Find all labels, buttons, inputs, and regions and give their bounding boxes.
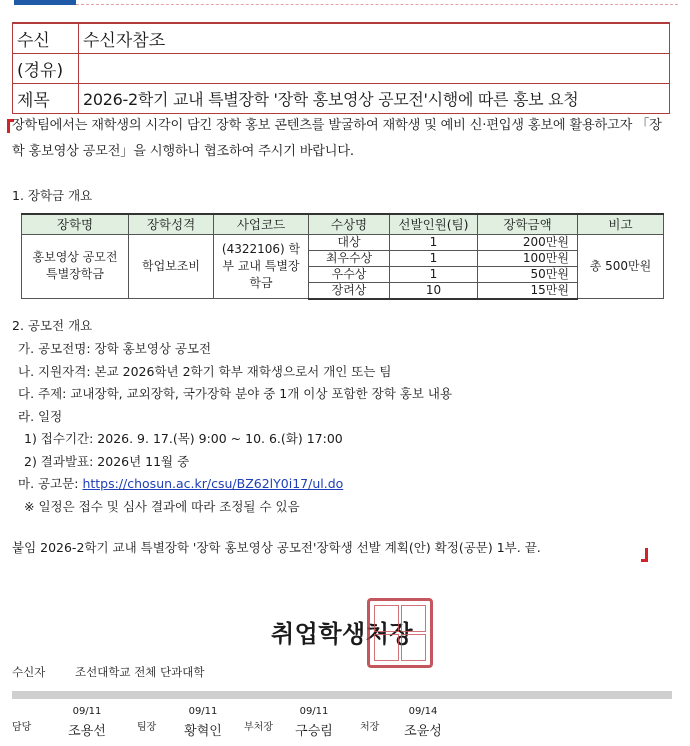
approval-name: 황혁인 <box>184 724 222 739</box>
th-count: 선발인원(팀) <box>390 214 478 234</box>
approval-date: 09/14 <box>408 706 438 717</box>
recipient-list <box>12 664 205 680</box>
approval-role: 처장 <box>360 722 380 733</box>
approval-role: 담당 <box>12 722 32 733</box>
signer-title: 취업학생처장 <box>271 620 414 648</box>
approval-name: 구승림 <box>295 724 333 739</box>
th-nature: 장학성격 <box>129 214 214 234</box>
notice-link[interactable]: https://chosun.ac.kr/csu/BZ62lY0i17/ul.do <box>82 476 344 491</box>
award-amount: 50만원 <box>478 266 578 282</box>
award-count: 1 <box>390 266 478 282</box>
header-accent-bar <box>14 0 76 5</box>
approval-date: 09/11 <box>188 706 218 717</box>
recipient-value: 수신자참조 <box>79 23 670 54</box>
approval-role: 부처장 <box>244 722 273 733</box>
recipient-label: 수신 <box>13 23 79 54</box>
header-dashed-rule <box>76 4 678 5</box>
approval-name: 조용선 <box>68 724 106 739</box>
recipient-list-value: 조선대학교 전체 단과대학 <box>75 665 205 679</box>
body-end-mark <box>641 548 648 562</box>
intro-paragraph: 장학팀에서는 재학생의 시각이 담긴 장학 홍보 콘텐츠를 발굴하여 재학생 및 예비 신·편입생 홍보에 활용하고자 「장학 홍보영상 공모전」을 시행하니 협조하여 주시기 바랍니다. <box>12 118 662 159</box>
th-award: 수상명 <box>309 214 390 234</box>
award-amount: 200만원 <box>478 234 578 250</box>
contest-theme: 다. 주제: 교내장학, 교외장학, 국가장학 분야 중 1개 이상 포함한 장학 홍보 내용 <box>18 386 453 401</box>
table-row <box>22 234 664 250</box>
approval-line <box>12 704 672 746</box>
th-amount: 장학금액 <box>478 214 578 234</box>
award-amount: 15만원 <box>478 282 578 299</box>
scholarship-name: 홍보영상 공모전 특별장학금 <box>22 234 129 299</box>
approval-date: 09/11 <box>72 706 102 717</box>
award-name: 우수상 <box>309 266 390 282</box>
project-code: (4322106) 학부 교내 특별장학금 <box>214 234 309 299</box>
official-seal-icon <box>367 598 433 668</box>
approval-name: 조윤성 <box>404 724 442 739</box>
document-header-table <box>12 22 670 114</box>
contest-outline-list <box>12 338 452 518</box>
scholarship-table <box>21 213 664 300</box>
contest-notice <box>12 473 452 496</box>
award-name: 최우수상 <box>309 250 390 266</box>
contest-eligibility: 나. 지원자격: 본교 2026학년 2학기 학부 재학생으로서 개인 또는 팀 <box>18 363 392 379</box>
total-note: 총 500만원 <box>578 234 664 299</box>
table-header-row <box>22 214 664 234</box>
approval-role: 팀장 <box>137 722 157 733</box>
award-count: 10 <box>390 282 478 299</box>
award-count: 1 <box>390 234 478 250</box>
via-value <box>79 54 670 84</box>
approval-date: 09/11 <box>299 706 329 717</box>
award-amount: 100만원 <box>478 250 578 266</box>
contest-schedule-title: 라. 일정 <box>18 408 63 424</box>
subject-value: 2026-2학기 교내 특별장학 '장학 홍보영상 공모전'시행에 따른 홍보 요청 <box>79 84 670 114</box>
scholarship-nature: 학업보조비 <box>129 234 214 299</box>
notice-label: 마. 공고문: <box>18 476 83 491</box>
th-name: 장학명 <box>22 214 129 234</box>
th-code: 사업코드 <box>214 214 309 234</box>
award-name: 대상 <box>309 234 390 250</box>
attachment-line: 붙임 2026-2학기 교내 특별장학 '장학 홍보영상 공모전'장학생 선발 계획(안) 확정(공문) 1부. 끝. <box>12 540 541 555</box>
via-label: (경유) <box>13 54 79 84</box>
award-count: 1 <box>390 250 478 266</box>
section-title-scholarship: 1. 장학금 개요 <box>12 188 93 203</box>
contest-caution: ※ 일정은 접수 및 심사 결과에 따라 조정될 수 있음 <box>24 498 300 514</box>
contest-schedule-result: 2) 결과발표: 2026년 11월 중 <box>24 453 190 469</box>
contest-schedule-application: 1) 접수기간: 2026. 9. 17.(목) 9:00 ~ 10. 6.(화) 17:00 <box>24 431 343 446</box>
contest-name: 가. 공모전명: 장학 홍보영상 공모전 <box>18 341 212 356</box>
recipient-list-label: 수신자 <box>12 665 46 679</box>
section-title-contest: 2. 공모전 개요 <box>12 318 93 333</box>
award-name: 장려상 <box>309 282 390 299</box>
approval-separator <box>12 691 672 699</box>
subject-label: 제목 <box>13 84 79 114</box>
th-note: 비고 <box>578 214 664 234</box>
